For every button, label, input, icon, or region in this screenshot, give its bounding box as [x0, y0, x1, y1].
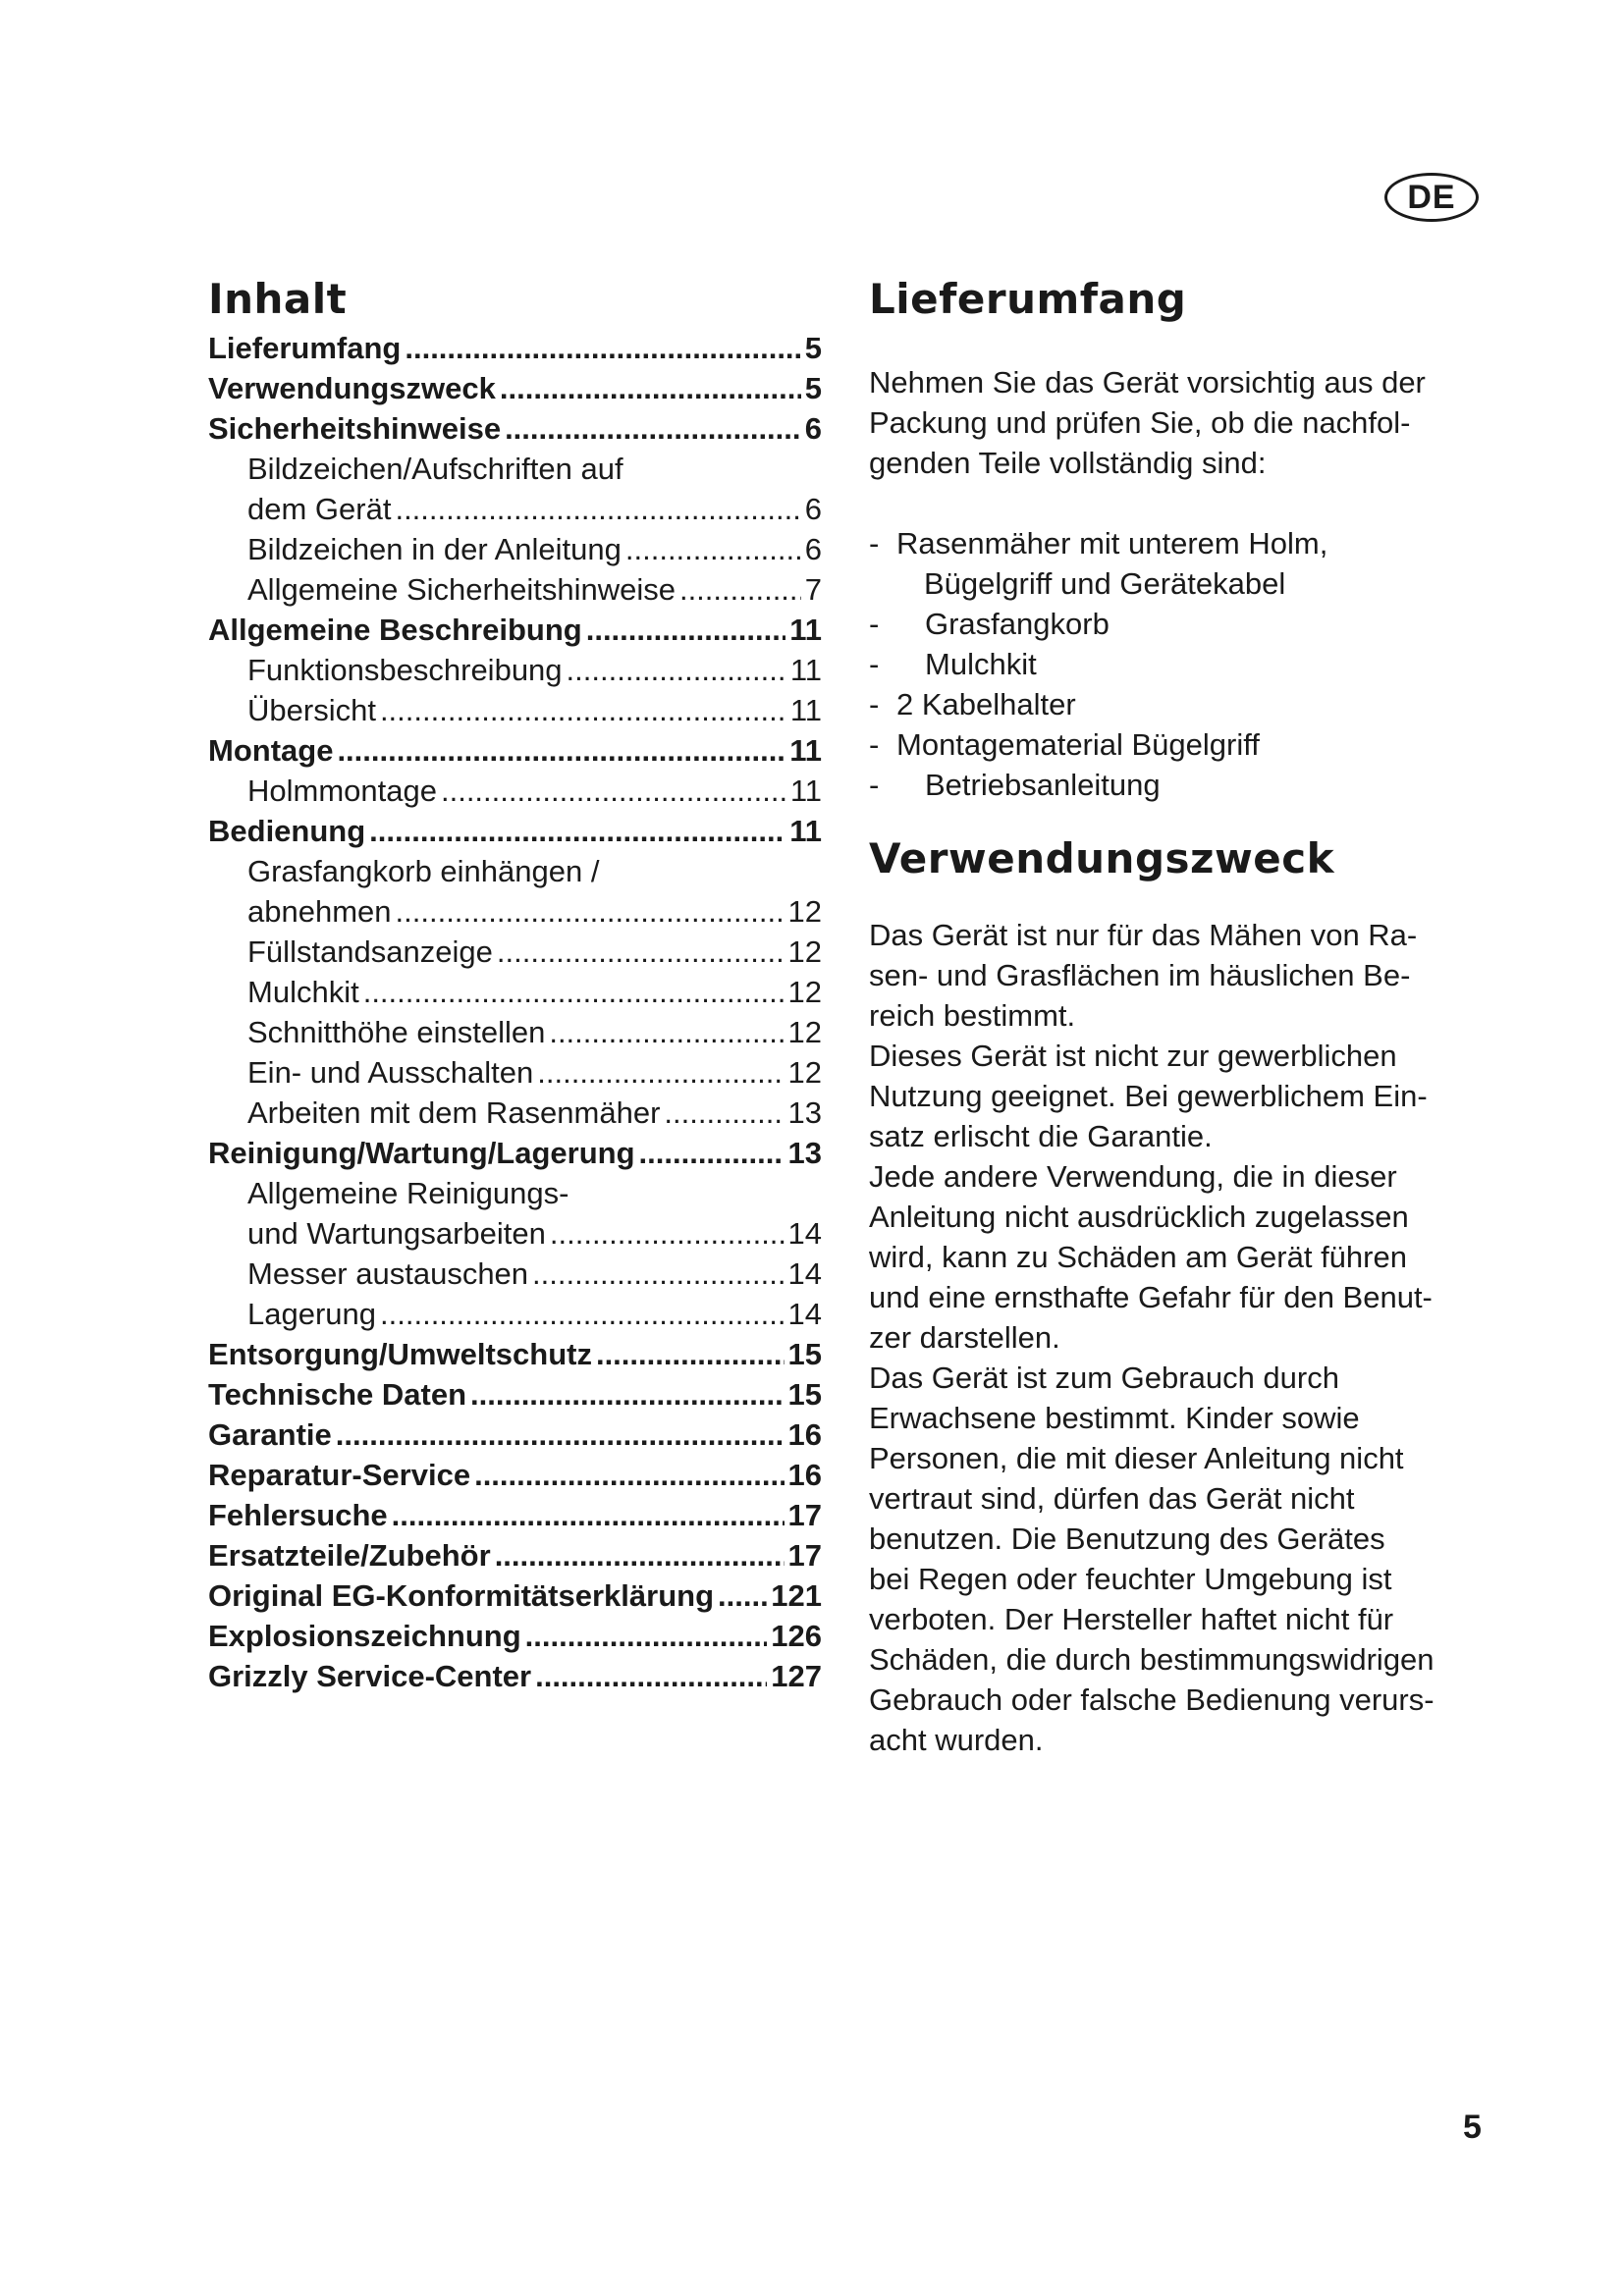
- toc-entry-page: 127: [771, 1659, 822, 1693]
- toc-dot-leader: [396, 891, 785, 932]
- bullet-dash: -: [869, 647, 880, 681]
- toc-dot-leader: [625, 529, 801, 569]
- toc-entry: [208, 1535, 822, 1575]
- toc-entry-title: Füllstandsanzeige: [247, 934, 493, 969]
- toc-entry-page: 11: [789, 613, 822, 647]
- toc-entry-title: Allgemeine Beschreibung: [208, 613, 582, 647]
- toc-entry-title: Explosionszeichnung: [208, 1619, 521, 1653]
- toc-entry-title: Messer austauschen: [247, 1256, 529, 1291]
- toc-entry-page: 6: [804, 492, 822, 526]
- lieferumfang-item: [869, 523, 1488, 563]
- verwendungszweck-line: bei Regen oder feuchter Umgebung ist: [869, 1562, 1392, 1596]
- toc-entry-title: Grasfangkorb einhängen /: [247, 854, 600, 888]
- table-of-contents: [208, 271, 822, 1696]
- lieferumfang-item: [869, 724, 1488, 765]
- toc-entry-page: 12: [787, 1015, 822, 1049]
- verwendungszweck-line: benutzen. Die Benutzung des Gerätes: [869, 1522, 1385, 1556]
- verwendungszweck-line: verboten. Der Hersteller haftet nicht für: [869, 1602, 1394, 1636]
- toc-entry-title: Bildzeichen/Aufschriften auf: [247, 452, 623, 486]
- toc-dot-leader: [336, 1415, 785, 1455]
- toc-entry-page: 11: [789, 814, 822, 848]
- toc-entry-page: 126: [771, 1619, 822, 1653]
- lieferumfang-intro: [869, 362, 1488, 483]
- toc-entry-page: 12: [787, 934, 822, 969]
- toc-dot-leader: [537, 1052, 784, 1093]
- toc-entry: [208, 1294, 822, 1334]
- toc-entry-title: Reparatur-Service: [208, 1458, 471, 1492]
- lieferumfang-item: [869, 604, 1488, 644]
- toc-entry: [208, 1616, 822, 1656]
- toc-entry: [208, 932, 822, 972]
- toc-dot-leader: [586, 610, 786, 650]
- lieferumfang-item: [869, 563, 1488, 604]
- toc-entry-title: Original EG-Konformitätserklärung: [208, 1578, 715, 1613]
- toc-entry-title: Lieferumfang: [208, 331, 402, 365]
- toc-dot-leader: [474, 1455, 784, 1495]
- toc-entry-title: Technische Daten: [208, 1377, 467, 1412]
- verwendungszweck-line: und eine ernsthafte Gefahr für den Benut-: [869, 1280, 1433, 1314]
- toc-entry-page: 6: [804, 411, 822, 446]
- lieferumfang-intro-line: Nehmen Sie das Gerät vorsichtig aus der: [869, 365, 1426, 400]
- verwendungszweck-line: acht wurden.: [869, 1723, 1044, 1757]
- language-badge-de: [1384, 173, 1479, 222]
- toc-dot-leader: [639, 1133, 785, 1173]
- toc-entry: [208, 1495, 822, 1535]
- toc-heading: Inhalt: [208, 275, 348, 323]
- toc-dot-leader: [505, 408, 801, 449]
- toc-entry-title: Garantie: [208, 1417, 332, 1452]
- toc-dot-leader: [497, 932, 785, 972]
- verwendungszweck-line: Anleitung nicht ausdrücklich zugelassen: [869, 1200, 1409, 1234]
- toc-dot-leader: [664, 1093, 784, 1133]
- toc-dot-leader: [395, 489, 800, 529]
- toc-entry-page: 12: [787, 1055, 822, 1090]
- verwendungszweck-line: Schäden, die durch bestimmungswidrigen: [869, 1642, 1435, 1677]
- toc-entry-title: Holmmontage: [247, 774, 437, 808]
- lieferumfang-item-text: Grasfangkorb: [925, 607, 1110, 641]
- toc-entry: [208, 1415, 822, 1455]
- lieferumfang-item-text: Montagematerial Bügelgriff: [896, 727, 1260, 762]
- toc-entry: [208, 1133, 822, 1173]
- toc-entry-page: 12: [787, 894, 822, 929]
- verwendungszweck-line: Nutzung geeignet. Bei gewerblichem Ein-: [869, 1079, 1428, 1113]
- page-number: 5: [1463, 2109, 1482, 2146]
- toc-entry: [208, 610, 822, 650]
- toc-dot-leader: [363, 972, 785, 1012]
- verwendungszweck-line: Jede andere Verwendung, die in dieser: [869, 1159, 1397, 1194]
- verwendungszweck-line: Personen, die mit dieser Anleitung nicht: [869, 1441, 1404, 1475]
- toc-entry: [208, 891, 822, 932]
- lieferumfang-heading: Lieferumfang: [869, 275, 1187, 323]
- toc-entry: [208, 449, 822, 489]
- toc-entry: [208, 851, 822, 891]
- verwendungszweck-line: vertraut sind, dürfen das Gerät nicht: [869, 1481, 1355, 1516]
- toc-entry-title: Bildzeichen in der Anleitung: [247, 532, 622, 566]
- lieferumfang-item-text: Rasenmäher mit unterem Holm,: [896, 526, 1328, 561]
- content-column: [869, 271, 1488, 1760]
- verwendungszweck-line: reich bestimmt.: [869, 998, 1076, 1033]
- verwendungszweck-line: wird, kann zu Schäden am Gerät führen: [869, 1240, 1407, 1274]
- toc-dot-leader: [535, 1656, 767, 1696]
- toc-entry-page: 5: [804, 371, 822, 405]
- verwendungszweck-line: zer darstellen.: [869, 1320, 1060, 1355]
- toc-entry: [208, 1093, 822, 1133]
- toc-list: [208, 328, 822, 1696]
- toc-entry-page: 17: [787, 1498, 822, 1532]
- toc-entry-page: 14: [787, 1297, 822, 1331]
- toc-entry-title: Reinigung/Wartung/Lagerung: [208, 1136, 635, 1170]
- toc-dot-leader: [550, 1213, 785, 1254]
- toc-entry: [208, 811, 822, 851]
- lieferumfang-intro-line: Packung und prüfen Sie, ob die nachfol-: [869, 405, 1411, 440]
- verwendungszweck-line: Das Gerät ist nur für das Mähen von Ra-: [869, 918, 1418, 952]
- toc-entry-page: 11: [789, 774, 822, 808]
- toc-entry: [208, 1254, 822, 1294]
- toc-entry: [208, 1334, 822, 1374]
- toc-entry: [208, 1213, 822, 1254]
- toc-entry: [208, 972, 822, 1012]
- toc-entry: [208, 1374, 822, 1415]
- verwendungszweck-line: Das Gerät ist zum Gebrauch durch: [869, 1361, 1339, 1395]
- verwendungszweck-line: sen- und Grasflächen im häuslichen Be-: [869, 958, 1411, 992]
- toc-dot-leader: [380, 690, 786, 730]
- toc-entry: [208, 1173, 822, 1213]
- toc-dot-leader: [500, 368, 801, 408]
- toc-entry: [208, 1656, 822, 1696]
- toc-entry-title: Schnitthöhe einstellen: [247, 1015, 546, 1049]
- toc-entry-title: Arbeiten mit dem Rasenmäher: [247, 1095, 661, 1130]
- toc-dot-leader: [369, 811, 785, 851]
- toc-dot-leader: [718, 1575, 767, 1616]
- toc-entry-title: Allgemeine Sicherheitshinweise: [247, 572, 676, 607]
- toc-entry-page: 15: [787, 1337, 822, 1371]
- toc-entry-page: 12: [787, 975, 822, 1009]
- bullet-dash: -: [869, 607, 880, 641]
- toc-entry-page: 11: [789, 733, 822, 768]
- toc-dot-leader: [405, 328, 800, 368]
- lieferumfang-item-text: Bügelgriff und Gerätekabel: [924, 566, 1286, 601]
- lieferumfang-item-text: Betriebsanleitung: [925, 768, 1161, 802]
- toc-dot-leader: [525, 1616, 768, 1656]
- toc-entry-page: 13: [787, 1095, 822, 1130]
- toc-entry: [208, 368, 822, 408]
- toc-entry: [208, 730, 822, 771]
- toc-dot-leader: [495, 1535, 785, 1575]
- toc-entry-title: Fehlersuche: [208, 1498, 388, 1532]
- toc-dot-leader: [596, 1334, 785, 1374]
- verwendungszweck-text: [869, 915, 1488, 1760]
- toc-dot-leader: [392, 1495, 785, 1535]
- toc-entry-title: Mulchkit: [247, 975, 359, 1009]
- toc-entry: [208, 650, 822, 690]
- lieferumfang-item-text: 2 Kabelhalter: [896, 687, 1076, 721]
- bullet-dash: -: [869, 526, 880, 561]
- toc-entry-page: 13: [787, 1136, 822, 1170]
- toc-entry-page: 14: [787, 1256, 822, 1291]
- toc-entry-page: 11: [789, 693, 822, 727]
- bullet-dash: -: [869, 768, 880, 802]
- toc-entry-title: Ein- und Ausschalten: [247, 1055, 534, 1090]
- toc-entry-title: abnehmen: [247, 894, 392, 929]
- toc-entry: [208, 690, 822, 730]
- verwendungszweck-heading: Verwendungszweck: [869, 834, 1335, 882]
- toc-entry: [208, 1455, 822, 1495]
- toc-entry-page: 17: [787, 1538, 822, 1573]
- toc-entry: [208, 569, 822, 610]
- toc-entry-title: und Wartungsarbeiten: [247, 1216, 546, 1251]
- toc-dot-leader: [679, 569, 801, 610]
- toc-entry-title: Grizzly Service-Center: [208, 1659, 532, 1693]
- toc-entry-title: Entsorgung/Umweltschutz: [208, 1337, 592, 1371]
- toc-dot-leader: [441, 771, 786, 811]
- toc-entry-page: 7: [804, 572, 822, 607]
- toc-entry-title: dem Gerät: [247, 492, 392, 526]
- lieferumfang-item-list: [869, 523, 1488, 805]
- toc-entry-page: 16: [787, 1417, 822, 1452]
- verwendungszweck-line: Gebrauch oder falsche Bedienung verurs-: [869, 1682, 1435, 1717]
- toc-dot-leader: [470, 1374, 785, 1415]
- toc-entry-title: Funktionsbeschreibung: [247, 653, 563, 687]
- toc-entry-title: Montage: [208, 733, 334, 768]
- toc-entry-page: 11: [789, 653, 822, 687]
- toc-entry: [208, 1575, 822, 1616]
- toc-entry: [208, 771, 822, 811]
- toc-entry-title: Übersicht: [247, 693, 376, 727]
- lieferumfang-item: [869, 644, 1488, 684]
- verwendungszweck-line: Erwachsene bestimmt. Kinder sowie: [869, 1401, 1360, 1435]
- toc-dot-leader: [549, 1012, 784, 1052]
- toc-entry-page: 5: [804, 331, 822, 365]
- bullet-dash: -: [869, 687, 880, 721]
- toc-entry: [208, 328, 822, 368]
- toc-entry: [208, 1052, 822, 1093]
- toc-entry-page: 121: [771, 1578, 822, 1613]
- toc-dot-leader: [567, 650, 786, 690]
- bullet-dash: -: [869, 727, 880, 762]
- language-code: DE: [1407, 178, 1456, 216]
- lieferumfang-item: [869, 684, 1488, 724]
- toc-entry-title: Verwendungszweck: [208, 371, 496, 405]
- toc-entry-title: Allgemeine Reinigungs-: [247, 1176, 569, 1210]
- toc-entry: [208, 1012, 822, 1052]
- toc-entry-title: Lagerung: [247, 1297, 377, 1331]
- toc-dot-leader: [380, 1294, 785, 1334]
- toc-dot-leader: [337, 730, 785, 771]
- toc-entry: [208, 529, 822, 569]
- lieferumfang-intro-line: genden Teile vollständig sind:: [869, 446, 1267, 480]
- lieferumfang-item: [869, 765, 1488, 805]
- toc-entry-title: Bedienung: [208, 814, 366, 848]
- toc-entry-page: 6: [804, 532, 822, 566]
- verwendungszweck-line: satz erlischt die Garantie.: [869, 1119, 1213, 1153]
- lieferumfang-item-text: Mulchkit: [925, 647, 1037, 681]
- toc-entry: [208, 489, 822, 529]
- toc-dot-leader: [532, 1254, 784, 1294]
- toc-entry-title: Ersatzteile/Zubehör: [208, 1538, 491, 1573]
- toc-entry-page: 16: [787, 1458, 822, 1492]
- toc-entry: [208, 408, 822, 449]
- toc-entry-title: Sicherheitshinweise: [208, 411, 502, 446]
- verwendungszweck-line: Dieses Gerät ist nicht zur gewerblichen: [869, 1039, 1397, 1073]
- toc-entry-page: 15: [787, 1377, 822, 1412]
- toc-entry-page: 14: [787, 1216, 822, 1251]
